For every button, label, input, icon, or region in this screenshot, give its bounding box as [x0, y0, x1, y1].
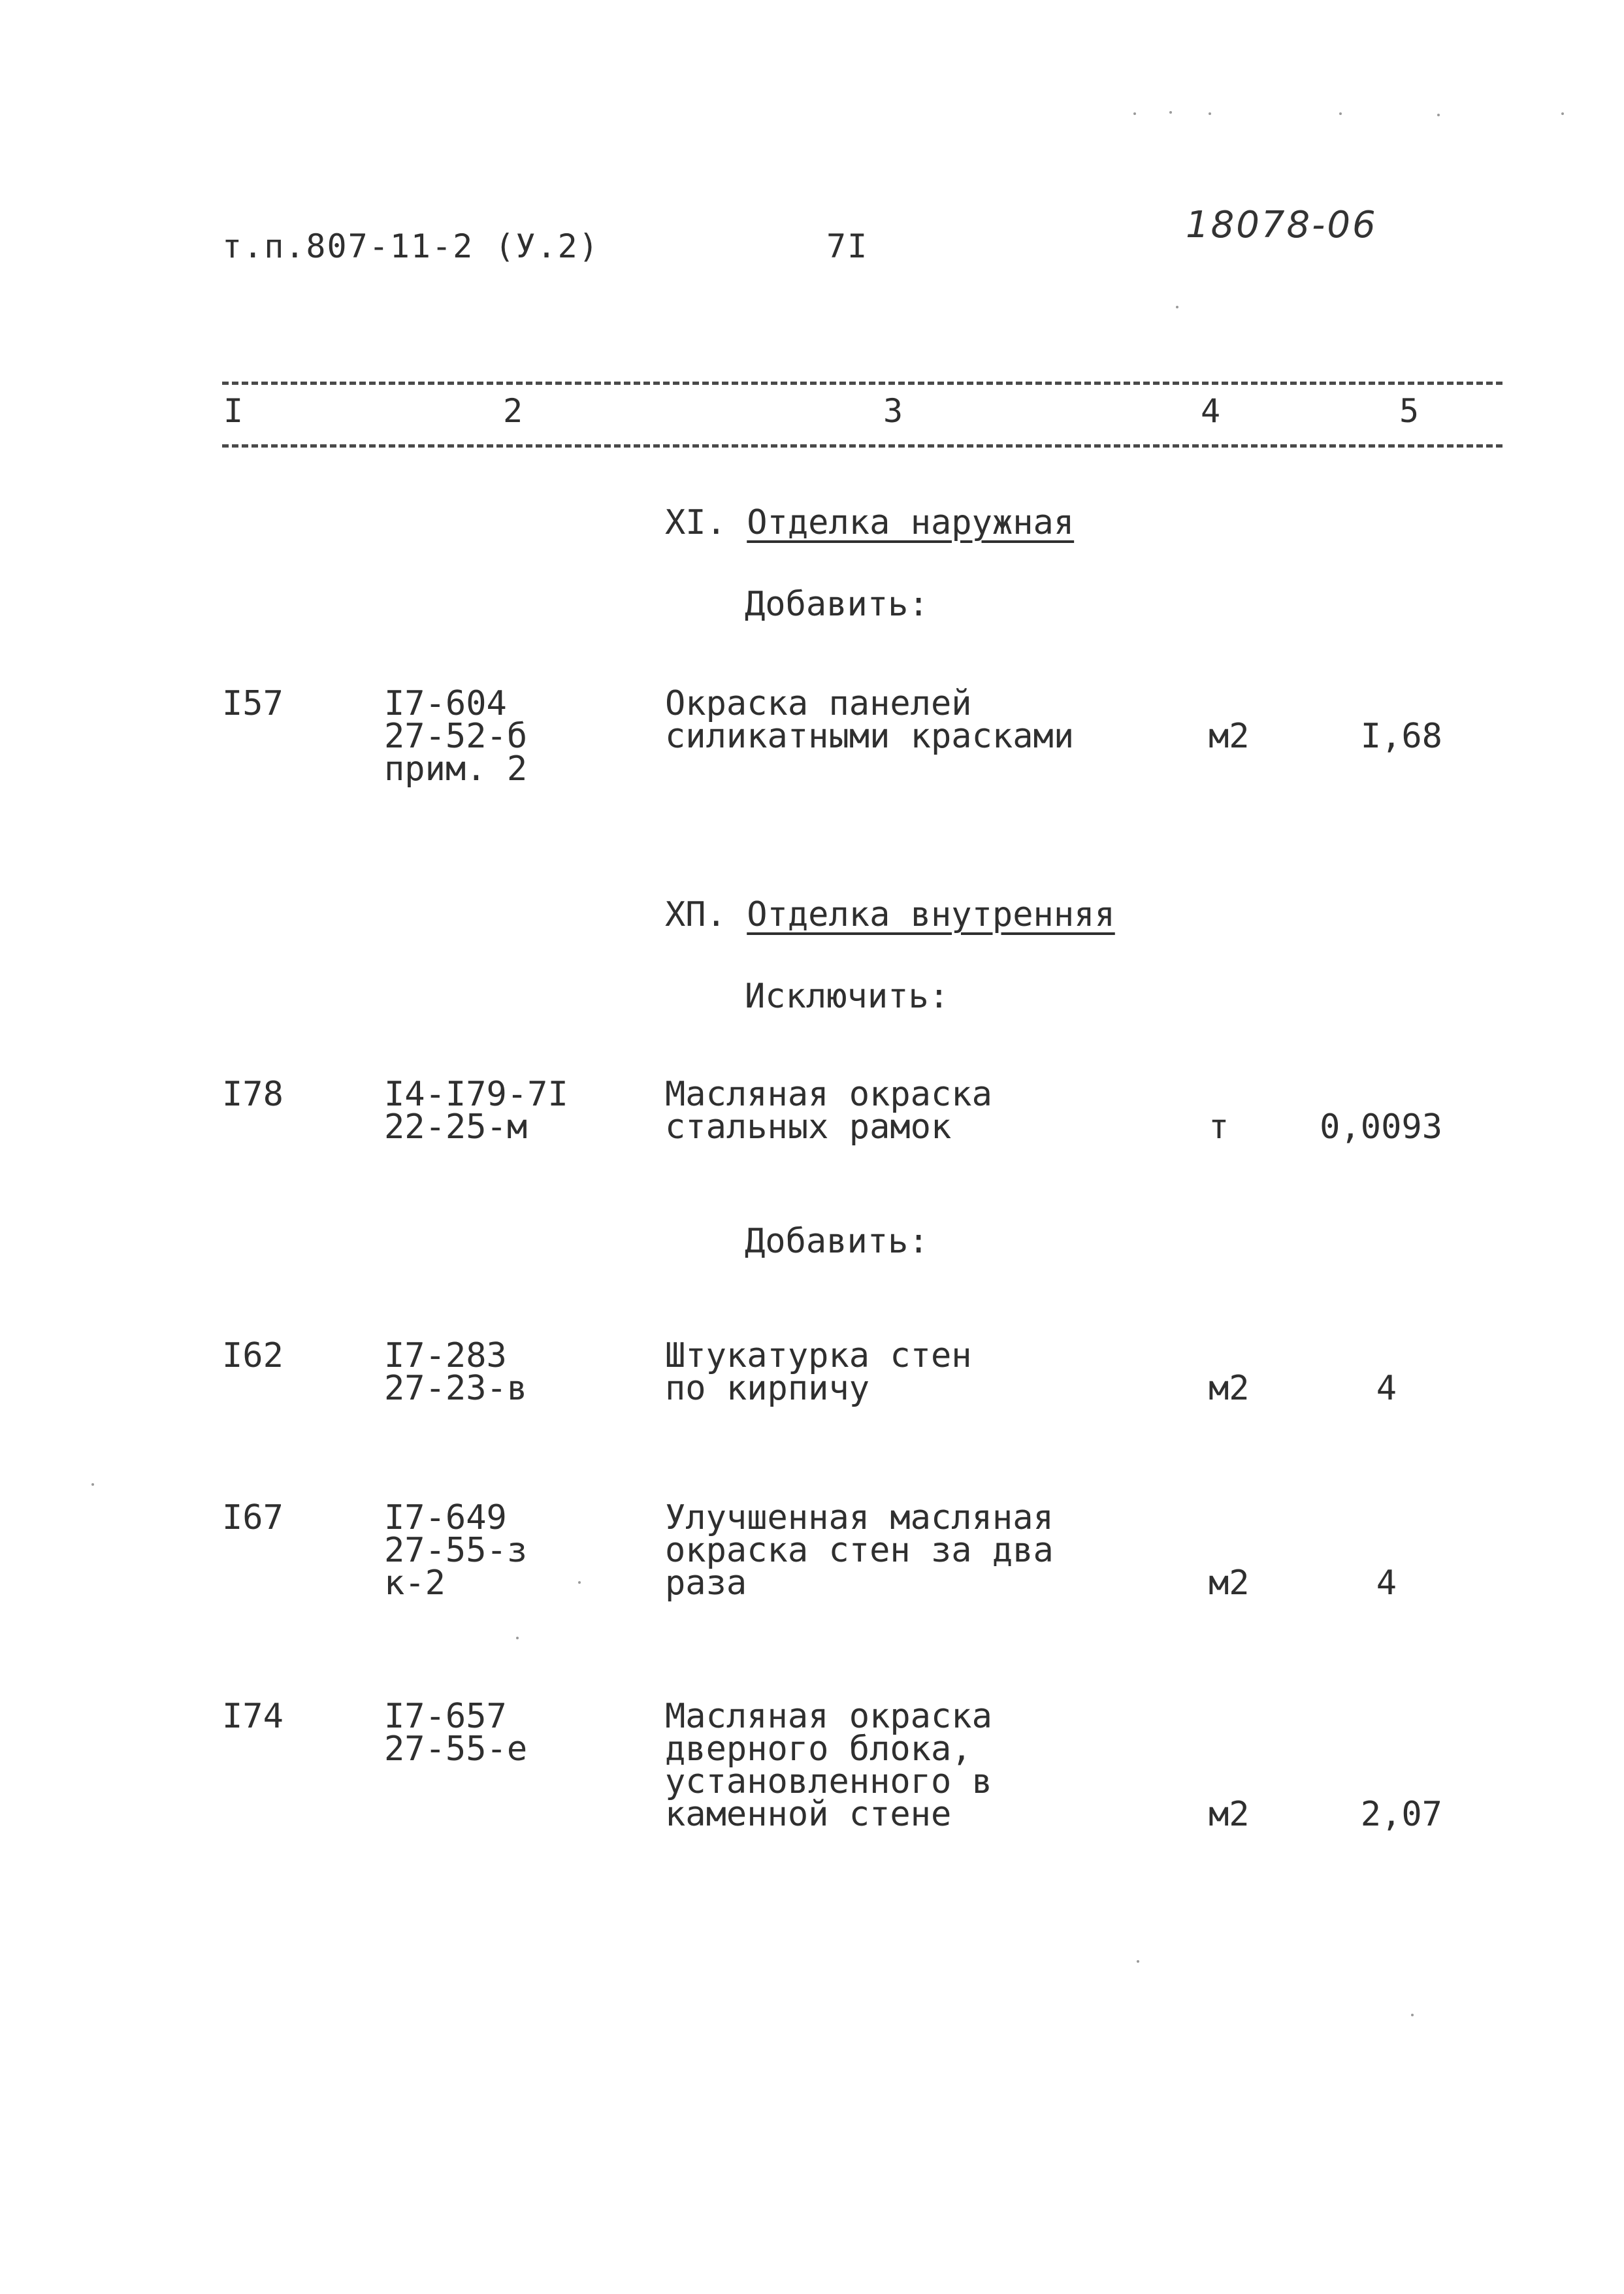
- row-code-line: I7-604: [384, 684, 507, 723]
- column-header-4: 4: [1201, 392, 1221, 430]
- scan-speck: [1176, 306, 1178, 308]
- scan-speck: [578, 1581, 581, 1584]
- section-title: Отделка наружная: [747, 503, 1075, 542]
- scan-speck: [1437, 114, 1440, 116]
- action-label: Исключить:: [745, 977, 950, 1016]
- row-number: I62: [222, 1336, 284, 1375]
- row-unit: м2: [1209, 1564, 1250, 1603]
- row-code-line: 27-55-з: [384, 1531, 528, 1570]
- row-quantity: I,68: [1360, 717, 1442, 756]
- header-dashed-line-bottom: [222, 444, 1502, 448]
- row-name-line: окраска стен за два: [665, 1531, 1054, 1570]
- row-name-line: по кирпичу: [665, 1369, 870, 1408]
- row-code-line: прим. 2: [384, 749, 528, 789]
- row-code-line: I7-657: [384, 1697, 507, 1736]
- row-code-line: 27-52-б: [384, 717, 528, 756]
- row-name-line: каменной стене: [665, 1795, 952, 1834]
- row-name-line: Масляная окраска: [665, 1075, 992, 1114]
- row-code-line: I4-I79-7I: [384, 1075, 568, 1114]
- scan-speck: [1137, 1960, 1139, 1963]
- row-code: [384, 1336, 528, 1408]
- section-heading: [665, 503, 1075, 542]
- row-unit: м2: [1209, 1369, 1250, 1408]
- row-quantity: 2,07: [1360, 1795, 1442, 1834]
- stamp-number: 18078-06: [1186, 204, 1378, 246]
- row-name-line: дверного блока,: [665, 1729, 972, 1769]
- row-code: [384, 1697, 528, 1769]
- row-code-line: 27-23-в: [384, 1369, 528, 1408]
- column-header-1: I: [223, 392, 244, 430]
- section-title: Отделка внутренняя: [747, 895, 1115, 934]
- section-numeral: XI.: [665, 503, 726, 542]
- row-code-line: 27-55-е: [384, 1729, 528, 1769]
- row-name-line: Улучшенная масляная: [665, 1498, 1054, 1537]
- scan-speck: [91, 1483, 94, 1486]
- page-number: 7I: [826, 227, 869, 265]
- row-name: [665, 1498, 1054, 1603]
- row-name-line: установленного в: [665, 1762, 992, 1801]
- header-dashed-line-top: [222, 382, 1502, 385]
- scan-speck: [1133, 112, 1136, 115]
- row-code: [384, 1498, 528, 1603]
- row-quantity: 4: [1376, 1369, 1397, 1408]
- scan-speck: [1209, 112, 1211, 115]
- row-code-line: I7-649: [384, 1498, 507, 1537]
- row-unit: м2: [1209, 717, 1250, 756]
- document-reference: т.п.807-11-2 (У.2): [222, 227, 600, 265]
- row-name-line: Масляная окраска: [665, 1697, 992, 1736]
- row-unit: м2: [1209, 1795, 1250, 1834]
- column-header-2: 2: [503, 392, 523, 430]
- row-code-line: I7-283: [384, 1336, 507, 1375]
- row-code: [384, 684, 528, 789]
- row-name-line: раза: [665, 1564, 747, 1603]
- row-name-line: силикатными красками: [665, 717, 1075, 756]
- row-number: I67: [222, 1498, 284, 1537]
- section-numeral: XП.: [665, 895, 726, 934]
- row-number: I57: [222, 684, 284, 723]
- row-name: [665, 684, 1075, 756]
- scan-speck: [1411, 2014, 1414, 2016]
- column-header-3: 3: [883, 392, 903, 430]
- row-number: I74: [222, 1697, 284, 1736]
- row-name: [665, 1336, 972, 1408]
- row-unit: т: [1209, 1107, 1229, 1147]
- scan-speck: [1169, 111, 1172, 114]
- scan-speck: [1561, 112, 1564, 115]
- row-quantity: 4: [1376, 1564, 1397, 1603]
- row-code-line: 22-25-м: [384, 1107, 528, 1147]
- action-label: Добавить:: [745, 1222, 929, 1261]
- row-code: [384, 1075, 568, 1147]
- row-name: [665, 1697, 992, 1834]
- row-name: [665, 1075, 992, 1147]
- section-heading: [665, 895, 1115, 934]
- row-name-line: Штукатурка стен: [665, 1336, 972, 1375]
- scan-speck: [1339, 112, 1342, 115]
- column-header-5: 5: [1399, 392, 1420, 430]
- scan-speck: [516, 1637, 519, 1639]
- action-label: Добавить:: [745, 585, 929, 624]
- row-name-line: стальных рамок: [665, 1107, 952, 1147]
- row-number: I78: [222, 1075, 284, 1114]
- row-quantity: 0,0093: [1320, 1107, 1442, 1147]
- row-name-line: Окраска панелей: [665, 684, 972, 723]
- row-code-line: к-2: [384, 1564, 446, 1603]
